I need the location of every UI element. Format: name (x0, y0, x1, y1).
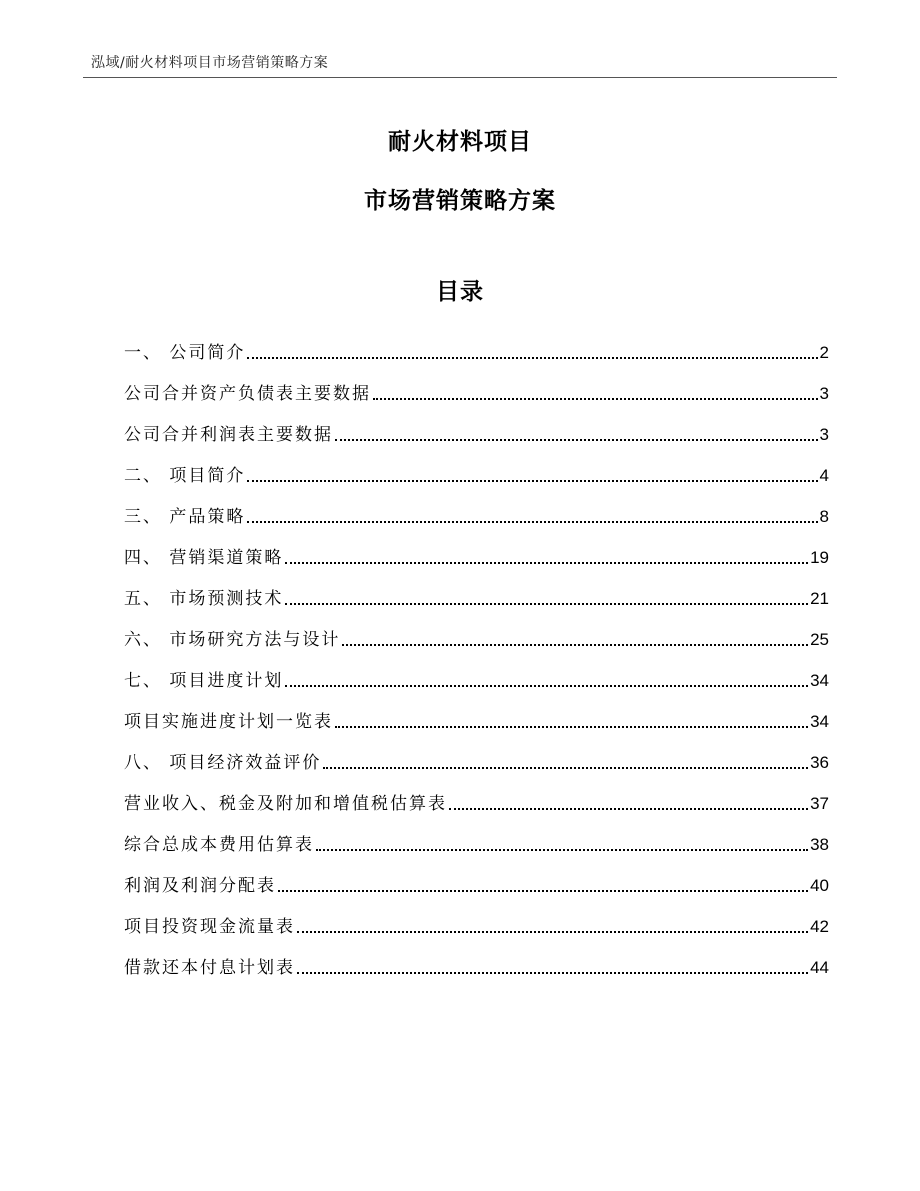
toc-entry-page: 40 (810, 876, 829, 895)
toc-heading: 目录 (436, 279, 484, 305)
toc-dot-leader (316, 849, 808, 851)
toc-dot-leader (323, 767, 808, 769)
toc-dot-leader (285, 685, 808, 687)
toc-dot-leader (449, 808, 808, 810)
toc-entry[interactable] (124, 857, 829, 898)
toc-entry-label: 二、 项目简介 (124, 466, 246, 486)
document-title-line1: 耐火材料项目 (388, 129, 532, 155)
toc-entry-page: 25 (810, 630, 829, 649)
toc-entry-page: 34 (810, 712, 829, 731)
toc-entry-page: 42 (810, 917, 829, 936)
toc-entry-page: 44 (810, 958, 829, 977)
header-divider (83, 77, 837, 78)
document-title-line2: 市场营销策略方案 (364, 188, 556, 214)
toc-entry-page: 3 (819, 384, 829, 403)
toc-entry[interactable] (124, 693, 829, 734)
toc-entry[interactable] (124, 939, 829, 980)
toc-entry-page: 34 (810, 671, 829, 690)
toc-dot-leader (342, 644, 808, 646)
toc-dot-leader (297, 972, 808, 974)
toc-entry[interactable] (124, 488, 829, 529)
toc-entry-page: 4 (819, 466, 829, 485)
toc-entry-label: 四、 营销渠道策略 (124, 548, 284, 568)
toc-entry-page: 2 (819, 343, 829, 362)
toc-entry-label: 营业收入、税金及附加和增值税估算表 (124, 794, 447, 814)
toc-entry-page: 38 (810, 835, 829, 854)
toc-entry-label: 八、 项目经济效益评价 (124, 753, 322, 773)
toc-entry-label: 三、 产品策略 (124, 507, 246, 527)
toc-entry[interactable] (124, 734, 829, 775)
toc-dot-leader (335, 726, 808, 728)
toc-entry[interactable] (124, 365, 829, 406)
toc-entry-label: 公司合并资产负债表主要数据 (124, 384, 371, 404)
toc-entry[interactable] (124, 324, 829, 365)
toc-entry[interactable] (124, 570, 829, 611)
toc-entry[interactable] (124, 775, 829, 816)
toc-entry[interactable] (124, 611, 829, 652)
toc-entry-page: 37 (810, 794, 829, 813)
toc-entry-label: 七、 项目进度计划 (124, 671, 284, 691)
toc-dot-leader (335, 439, 818, 441)
toc-dot-leader (247, 521, 817, 523)
toc-entry-label: 利润及利润分配表 (124, 876, 276, 896)
toc-entry[interactable] (124, 406, 829, 447)
toc-entry-label: 项目投资现金流量表 (124, 917, 295, 937)
toc-dot-leader (278, 890, 808, 892)
toc-dot-leader (247, 357, 817, 359)
toc-entry[interactable] (124, 816, 829, 857)
toc-entry-label: 五、 市场预测技术 (124, 589, 284, 609)
toc-entry[interactable] (124, 898, 829, 939)
toc-dot-leader (285, 562, 808, 564)
toc-entry-label: 借款还本付息计划表 (124, 958, 295, 978)
toc-dot-leader (373, 398, 818, 400)
toc-entry[interactable] (124, 447, 829, 488)
toc-entry-page: 3 (819, 425, 829, 444)
toc-entry-label: 一、 公司简介 (124, 343, 246, 363)
table-of-contents (124, 324, 829, 980)
toc-entry-label: 综合总成本费用估算表 (124, 835, 314, 855)
toc-dot-leader (285, 603, 808, 605)
toc-entry-label: 项目实施进度计划一览表 (124, 712, 333, 732)
toc-entry-label: 六、 市场研究方法与设计 (124, 630, 341, 650)
toc-entry[interactable] (124, 529, 829, 570)
toc-entry-page: 8 (819, 507, 829, 526)
toc-entry-page: 19 (810, 548, 829, 567)
toc-entry-page: 21 (810, 589, 829, 608)
running-header: 泓域/耐火材料项目市场营销策略方案 (91, 55, 329, 71)
toc-dot-leader (297, 931, 808, 933)
toc-entry[interactable] (124, 652, 829, 693)
toc-dot-leader (247, 480, 817, 482)
toc-entry-page: 36 (810, 753, 829, 772)
toc-entry-label: 公司合并利润表主要数据 (124, 425, 333, 445)
